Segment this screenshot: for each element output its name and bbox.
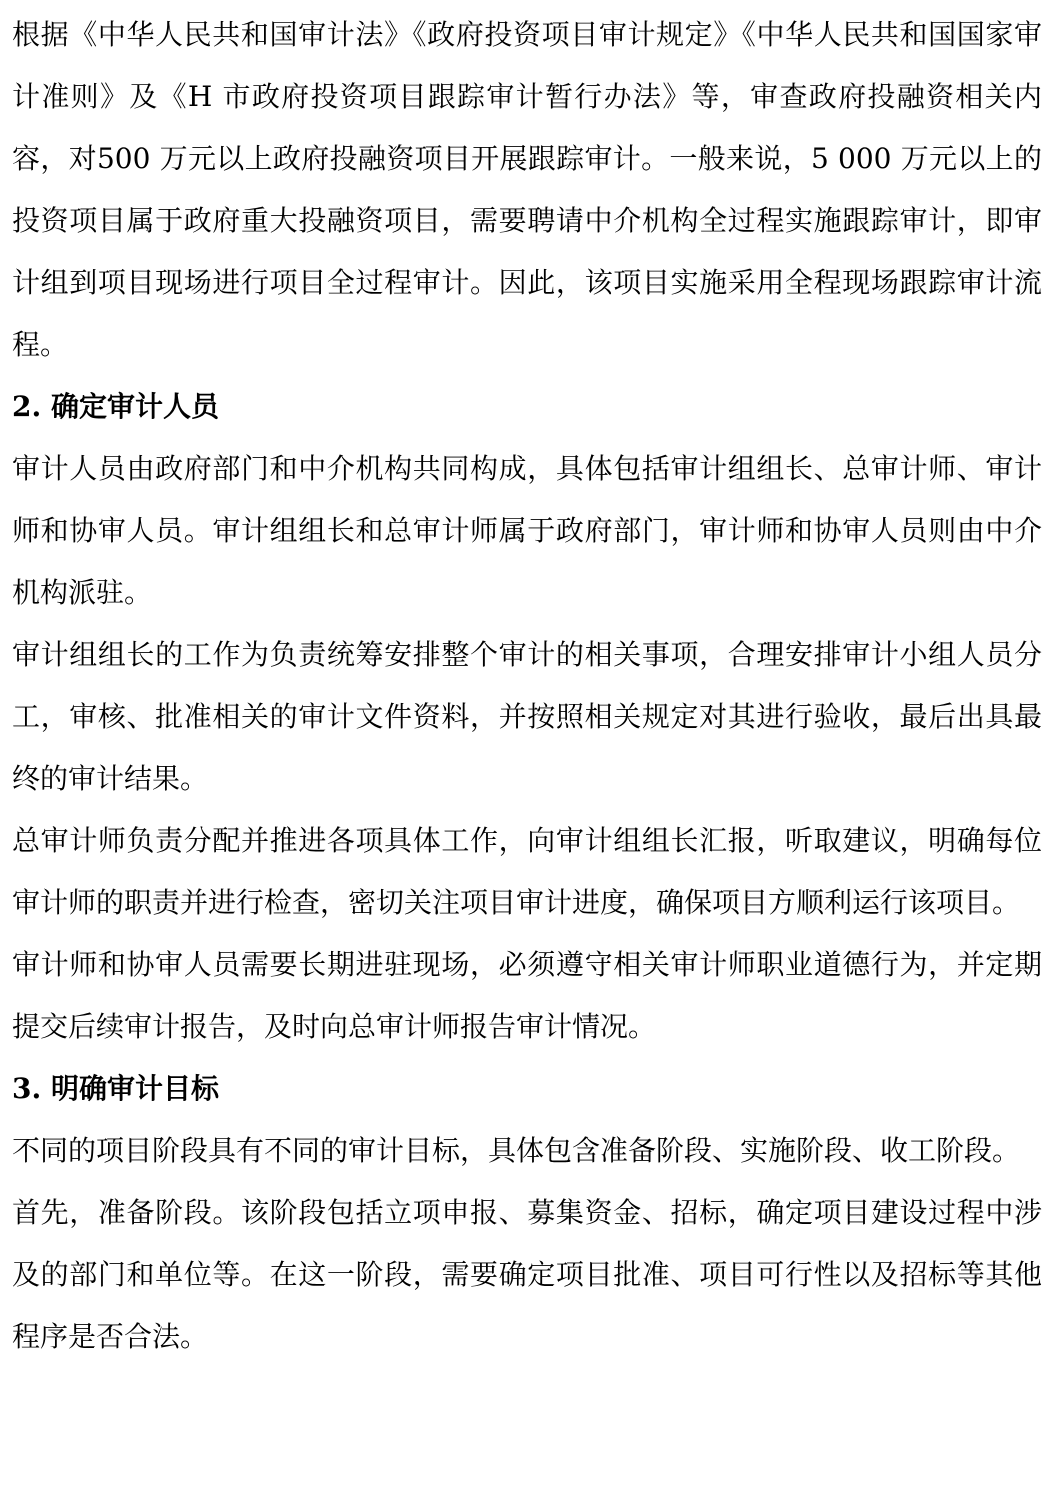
paragraph-legal-basis: 根据《中华人民共和国审计法》《政府投资项目审计规定》《中华人民共和国国家审计准则》及《H 市政府投资项目跟踪审计暂行办法》等，审查政府投融资相关内容，对500 万元以上政府投融资项目开展跟踪审计。一般来说，5 000 万元以上的投资项目属于政府重大投融资项目，需要聘请中介机构全过程实施跟踪审计，即审计组到项目现场进行项目全过程审计。因此，该项目实施采用全程现场跟踪审计流程。: [12, 18, 1042, 361]
section-heading-audit-personnel: 2. 确定审计人员: [12, 390, 219, 423]
paragraph-preparation-stage: 首先，准备阶段。该阶段包括立项申报、募集资金、招标，确定项目建设过程中涉及的部门和单位等。在这一阶段，需要确定项目批准、项目可行性以及招标等其他程序是否合法。: [12, 1196, 1042, 1353]
paragraph-chief-auditor-duties: 总审计师负责分配并推进各项具体工作，向审计组组长汇报，听取建议，明确每位审计师的职责并进行检查，密切关注项目审计进度，确保项目方顺利运行该项目。: [12, 824, 1042, 919]
section-heading-audit-objectives: 3. 明确审计目标: [12, 1072, 219, 1105]
paragraph-auditor-duties: 审计师和协审人员需要长期进驻现场，必须遵守相关审计师职业道德行为，并定期提交后续审计报告，及时向总审计师报告审计情况。: [12, 948, 1042, 1043]
paragraph-team-leader-duties: 审计组组长的工作为负责统筹安排整个审计的相关事项，合理安排审计小组人员分工，审核、批准相关的审计文件资料，并按照相关规定对其进行验收，最后出具最终的审计结果。: [12, 638, 1042, 795]
document-body: [12, 4, 1042, 1368]
paragraph-stage-objectives: 不同的项目阶段具有不同的审计目标，具体包含准备阶段、实施阶段、收工阶段。: [12, 1134, 1021, 1167]
paragraph-personnel-composition: 审计人员由政府部门和中介机构共同构成，具体包括审计组组长、总审计师、审计师和协审人员。审计组组长和总审计师属于政府部门，审计师和协审人员则由中介机构派驻。: [12, 452, 1042, 609]
